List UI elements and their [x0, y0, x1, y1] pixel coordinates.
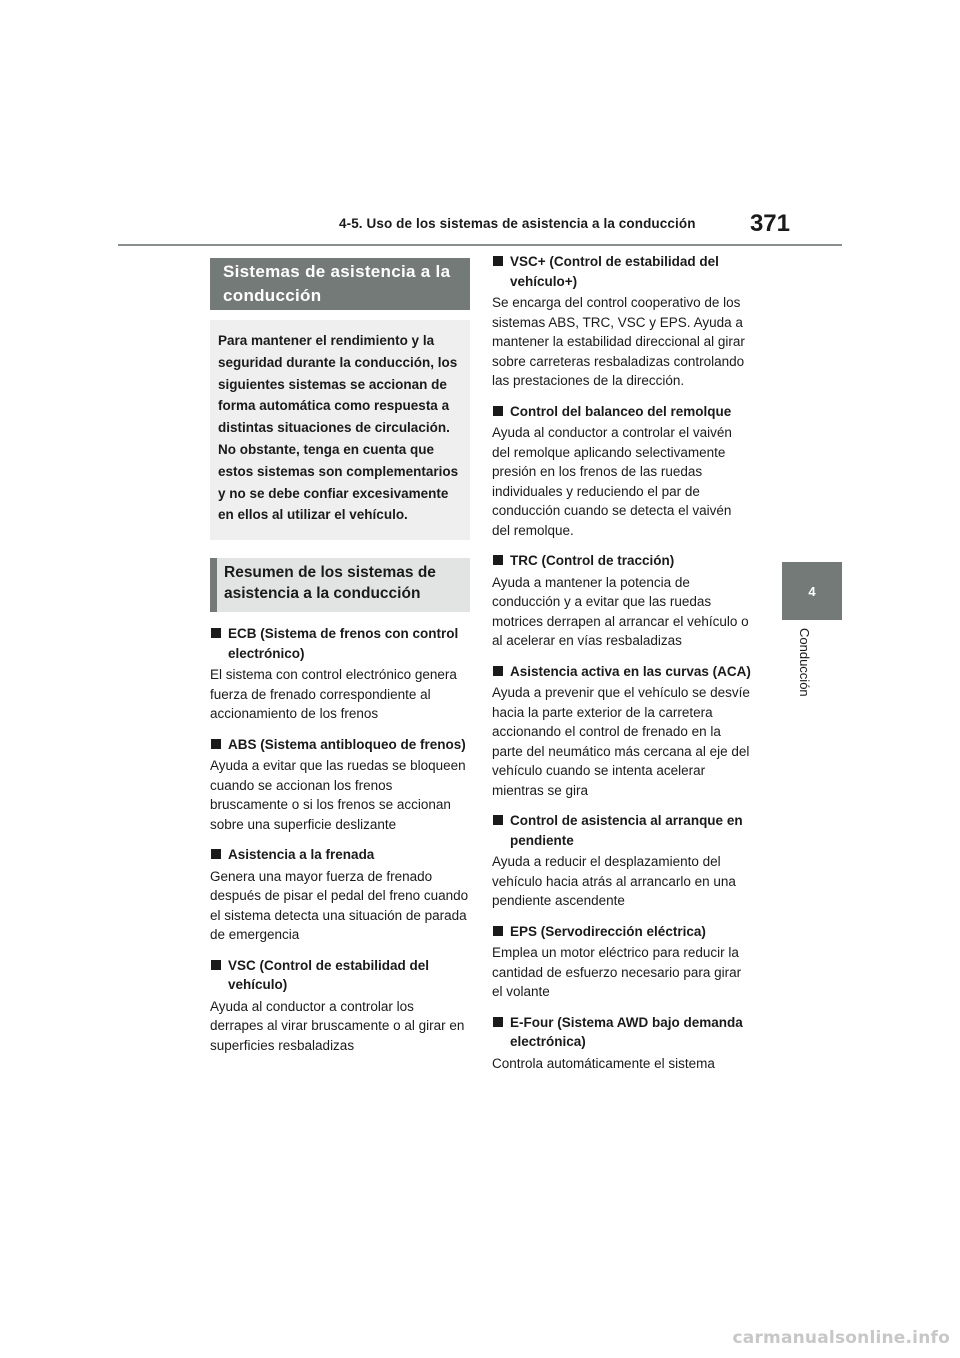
system-item — [492, 252, 752, 391]
chapter-side-label: Conducción — [797, 628, 812, 697]
square-bullet-icon — [493, 1017, 503, 1027]
systems-list-right — [492, 252, 752, 1073]
system-title: EPS (Servodirección eléctrica) — [510, 923, 706, 939]
system-title: Asistencia a la frenada — [228, 847, 375, 862]
chapter-tab — [782, 562, 842, 620]
system-item — [492, 1013, 752, 1074]
systems-list-left — [210, 624, 470, 1055]
system-item — [492, 811, 752, 911]
system-title: Control del balanceo del remolque — [510, 403, 732, 419]
system-description: Ayuda a mantener la potencia de conducción y a evitar que las ruedas motrices derrapen al arrancar el vehículo o al acelerar en vías resbaladizas — [492, 574, 749, 648]
square-bullet-icon — [211, 739, 221, 749]
square-bullet-icon — [493, 666, 503, 676]
intro-box: Para mantener el rendimiento y la seguridad durante la conducción, los siguientes sistemas se accionan de forma automática como respuesta a distintas situaciones de circulación. No obstante, tenga en cuenta que estos sistemas son complementarios y no se debe confiar excesivamente en ellos al utilizar el vehículo. — [210, 320, 470, 540]
system-description: Ayuda al conductor a controlar los derrapes al virar bruscamente o al girar en superficies resbaladizas — [210, 998, 465, 1053]
right-column — [492, 252, 752, 1084]
system-item — [492, 922, 752, 1002]
section-title-summary: Resumen de los sistemas de asistencia a la conducción — [210, 558, 470, 612]
system-description: Ayuda al conductor a controlar el vaivén del remolque aplicando selectivamente presión en los frenos de las ruedas individuales y reduciendo el par de conducción cuando se detecta el vaivén del remolque. — [492, 425, 732, 538]
system-description: Ayuda a reducir el desplazamiento del vehículo hacia atrás al arrancarlo en una pendiente ascendente — [492, 854, 736, 908]
page-number: 371 — [749, 210, 790, 237]
system-item — [492, 551, 752, 651]
system-title: VSC (Control de estabilidad del vehículo) — [228, 957, 430, 992]
system-item — [210, 956, 470, 1056]
system-description: Se encarga del control cooperativo de los sistemas ABS, TRC, VSC y EPS. Ayuda a mantener la estabilidad direccional al girar sobre carreteras resbaladizas controlando las prestaciones de la dirección. — [492, 295, 745, 388]
system-item — [210, 845, 470, 945]
system-item — [210, 735, 470, 835]
square-bullet-icon — [211, 960, 221, 970]
system-item — [210, 624, 470, 724]
system-title: E-Four (Sistema AWD bajo demanda electrónica) — [510, 1014, 743, 1049]
square-bullet-icon — [211, 628, 221, 638]
chapter-header-title: 4-5. Uso de los sistemas de asistencia a la conducción — [339, 216, 696, 231]
square-bullet-icon — [493, 406, 503, 416]
watermark-text: carmanualsonline.info — [732, 1328, 950, 1348]
system-description: Controla automáticamente el sistema — [492, 1055, 715, 1071]
system-title: Control de asistencia al arranque en pendiente — [510, 813, 743, 848]
square-bullet-icon — [211, 849, 221, 859]
system-title: Asistencia activa en las curvas (ACA) — [510, 663, 751, 679]
square-bullet-icon — [493, 256, 503, 266]
left-column — [210, 258, 470, 1066]
square-bullet-icon — [493, 555, 503, 565]
system-description: Emplea un motor eléctrico para reducir la cantidad de esfuerzo necesario para girar el volante — [492, 945, 742, 999]
square-bullet-icon — [493, 926, 503, 936]
system-title: TRC (Control de tracción) — [510, 553, 675, 568]
square-bullet-icon — [493, 815, 503, 825]
header-divider — [118, 244, 842, 246]
system-title: VSC+ (Control de estabilidad del vehículo+) — [510, 254, 719, 289]
chapter-number: 4 — [808, 583, 816, 599]
system-title: ABS (Sistema antibloqueo de frenos) — [228, 736, 466, 752]
section-title-main: Sistemas de asistencia a la conducción — [210, 258, 470, 310]
system-description: El sistema con control electrónico genera fuerza de frenado correspondiente al accionamiento de los frenos — [210, 667, 457, 721]
system-item — [492, 402, 752, 541]
system-description: Ayuda a evitar que las ruedas se bloqueen cuando se accionan los frenos bruscamente o si los frenos se accionan sobre una superficie deslizante — [210, 758, 466, 832]
system-item — [492, 662, 752, 801]
system-description: Genera una mayor fuerza de frenado después de pisar el pedal del freno cuando el sistema detecta una situación de parada de emergencia — [210, 868, 469, 942]
system-description: Ayuda a prevenir que el vehículo se desvíe hacia la parte exterior de la carretera accionando el control de frenado en la parte del neumático más cercana al eje del vehículo cuando se intenta acelerar mientras se gira — [492, 685, 750, 798]
system-title: ECB (Sistema de frenos con control electrónico) — [228, 626, 459, 661]
